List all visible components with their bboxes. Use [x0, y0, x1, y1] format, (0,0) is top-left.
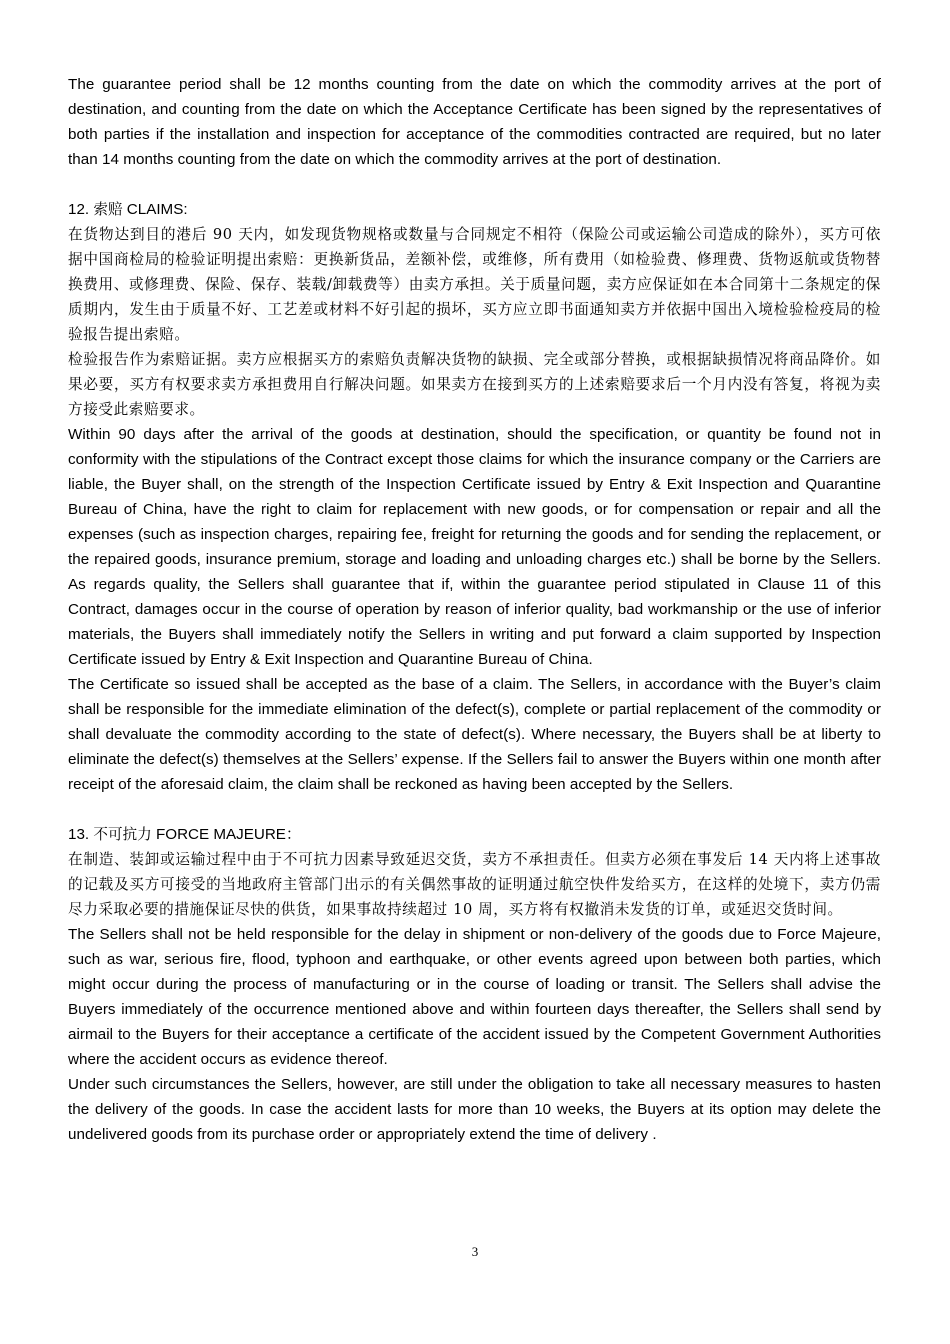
- section-12-title-en: CLAIMS:: [126, 201, 188, 218]
- section-13-title-en: FORCE MAJEURE：: [155, 826, 302, 843]
- page-number: 3: [471, 1244, 479, 1259]
- section-12-heading: [68, 197, 881, 222]
- force-majeure-en-paragraph-2: Under such circumstances the Sellers, however, are still under the obligation to take all necessary measures to hasten the delivery of the goods. In case the accident lasts for more than 10 weeks, the Buyers at its option may delete the undelivered goods from its purchase order or appropriately extend the time of delivery .: [68, 1076, 881, 1143]
- section-13-number: 13.: [68, 826, 90, 843]
- section-13-heading: [68, 822, 881, 847]
- document-page: [68, 72, 881, 1147]
- guarantee-period-paragraph: The guarantee period shall be 12 months counting from the date on which the commodity arrives at the port of destination, and counting from the date on which the Acceptance Certificate has been signed by the representatives of both parties if the installation and inspection for acceptance of the commodities contracted are required, but no later than 14 months counting from the date on which the commodity arrives at the port of destination.: [68, 76, 881, 168]
- claims-zh-paragraph-2: 检验报告作为索赔证据。卖方应根据买方的索赔负责解决货物的缺损、完全或部分替换，或根据缺损情况将商品降价。如果必要，买方有权要求卖方承担费用自行解决问题。如果卖方在接到买方的上述索赔要求后一个月内没有答复，将视为卖方接受此索赔要求。: [68, 351, 881, 418]
- force-majeure-en-paragraph-1: The Sellers shall not be held responsible for the delay in shipment or non-delivery of the goods due to Force Majeure, such as war, serious fire, flood, typhoon and earthquake, or other events agreed upon between both parties, which might occur during the process of manufacturing or in the course of loading or transit. The Sellers shall advise the Buyers immediately of the occurrence mentioned above and within fourteen days thereafter, the Sellers shall send by airmail to the Buyers for their acceptance a certificate of the accident issued by the Competent Government Authorities where the accident occurs as evidence thereof.: [68, 926, 881, 1068]
- claims-en-paragraph-2: The Certificate so issued shall be accepted as the base of a claim. The Sellers, in accordance with the Buyer’s claim shall be responsible for the immediate elimination of the defect(s), complete or partial replacement of the commodity or shall devaluate the commodity according to the state of defect(s). Where necessary, the Buyers shall be at liberty to eliminate the defect(s) themselves at the Sellers’ expense. If the Sellers fail to answer the Buyers within one month after receipt of the aforesaid claim, the claim shall be reckoned as having been accepted by the Sellers.: [68, 676, 881, 793]
- force-majeure-zh-paragraph: 在制造、装卸或运输过程中由于不可抗力因素导致延迟交货，卖方不承担责任。但卖方必须在事发后 14 天内将上述事故的记载及买方可接受的当地政府主管部门出示的有关偶然事故的证明通过航空快件发给买方，在这样的处境下，卖方仍需尽力采取必要的措施保证尽快的供货，如果事故持续超过 10 周，买方将有权撤消未发货的订单，或延迟交货时间。: [68, 851, 881, 918]
- claims-zh-paragraph-1: 在货物达到目的港后 90 天内，如发现货物规格或数量与合同规定不相符（保险公司或运输公司造成的除外），买方可依据中国商检局的检验证明提出索赔：更换新货品，差额补偿，或维修，所有费用（如检验费、修理费、货物返航或货物替换费用、或修理费、保险、保存、装载/卸载费等）由卖方承担。关于质量问题，卖方应保证如在本合同第十二条规定的保质期内，发生由于质量不好、工艺差或材料不好引起的损坏，买方应立即书面通知卖方并依据中国出入境检验检疫局的检验报告提出索赔。: [68, 226, 881, 343]
- section-12-number: 12.: [68, 201, 90, 218]
- section-12-title-zh: 索赔: [93, 201, 123, 218]
- claims-en-paragraph-1: Within 90 days after the arrival of the goods at destination, should the specification, or quantity be found not in conformity with the stipulations of the Contract except those claims for which the insurance company or the Carriers are liable, the Buyer shall, on the strength of the Inspection Certificate issued by Entry & Exit Inspection and Quarantine Bureau of China, have the right to claim for replacement with new goods, or for compensation or repair and all the expenses (such as inspection charges, repairing fee, freight for returning the goods and for sending the replacement, or the repaired goods, insurance premium, storage and loading and unloading charges etc.) shall be borne by the Sellers. As regards quality, the Sellers shall guarantee that if, within the guarantee period stipulated in Clause 11 of this Contract, damages occur in the course of operation by reason of inferior quality, bad workmanship or the use of inferior materials, the Buyers shall immediately notify the Sellers in writing and put forward a claim supported by Inspection Certificate issued by Entry & Exit Inspection and Quarantine Bureau of China.: [68, 426, 881, 668]
- section-13-title-zh: 不可抗力: [93, 826, 152, 843]
